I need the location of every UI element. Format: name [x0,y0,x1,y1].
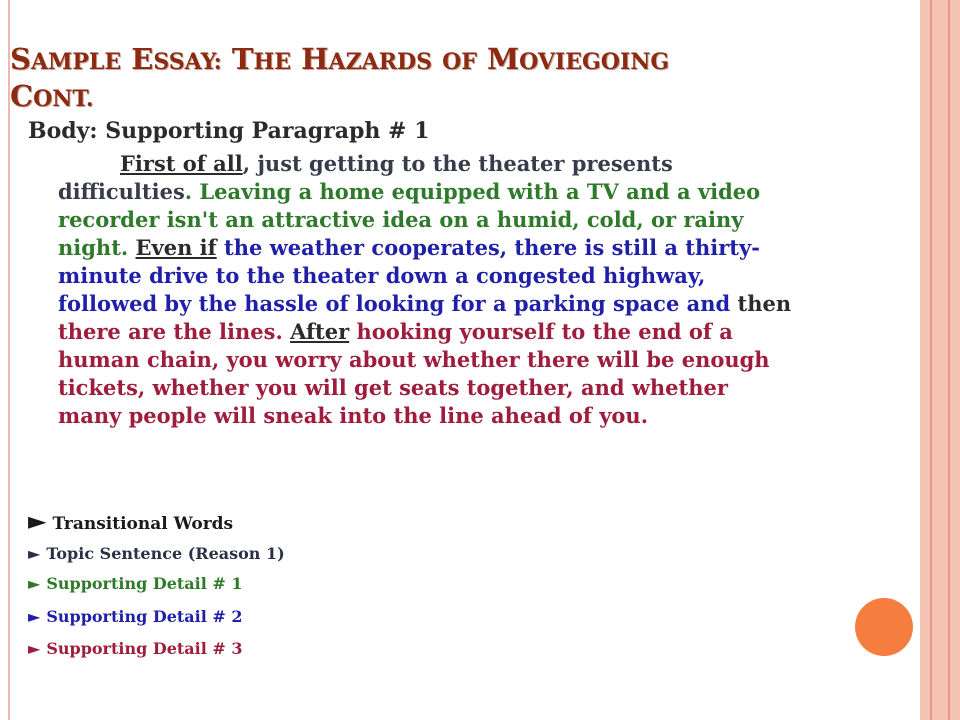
right-decorative-band [920,0,960,720]
right-border-line [930,0,932,720]
essay-paragraph [58,150,798,430]
transition-even-if: Even if [135,235,217,260]
arrow-icon: ► [28,544,41,563]
legend-supporting-detail-2: ► Supporting Detail # 2 [28,607,243,626]
slide-title: SAMPLE ESSAY: THE HAZARDS OF MOVIEGOING CONT. [10,42,670,113]
legend-transitional-words: ► Transitional Words [28,506,234,535]
transition-after: After [290,319,350,344]
transition-first-of-all: First of all [120,151,243,176]
arrow-icon: ► [28,574,41,593]
supporting-detail-2: the weather cooperates, there is still a thirty-minute drive to the theater down a congested highway, followed by the hassle of looking for a parking space and [58,235,760,316]
supporting-detail-3-intro: there are the lines. [58,319,291,344]
legend-topic-sentence: ► Topic Sentence (Reason 1) [28,544,285,563]
arrow-icon: ► [28,639,41,658]
legend-supporting-detail-1: ► Supporting Detail # 1 [28,574,243,593]
arrow-icon: ► [28,607,41,626]
arrow-icon: ► [28,506,47,535]
subheading: Body: Supporting Paragraph # 1 [28,118,430,144]
topic-sentence: , just getting to the theater presents difficulties [58,151,673,204]
right-border-line [948,0,950,720]
transition-then: then [737,291,792,316]
supporting-detail-1: . Leaving a home equipped with a TV and a video recorder isn't an attractive idea on a humid, cold, or rainy night. [58,179,761,260]
supporting-detail-3: hooking yourself to the end of a human chain, you worry about whether there will be enough tickets, whether you will get seats together, and whether many people will sneak into the line ahead of you. [58,319,770,428]
decorative-circle [855,598,913,656]
legend-supporting-detail-3: ► Supporting Detail # 3 [28,639,243,658]
